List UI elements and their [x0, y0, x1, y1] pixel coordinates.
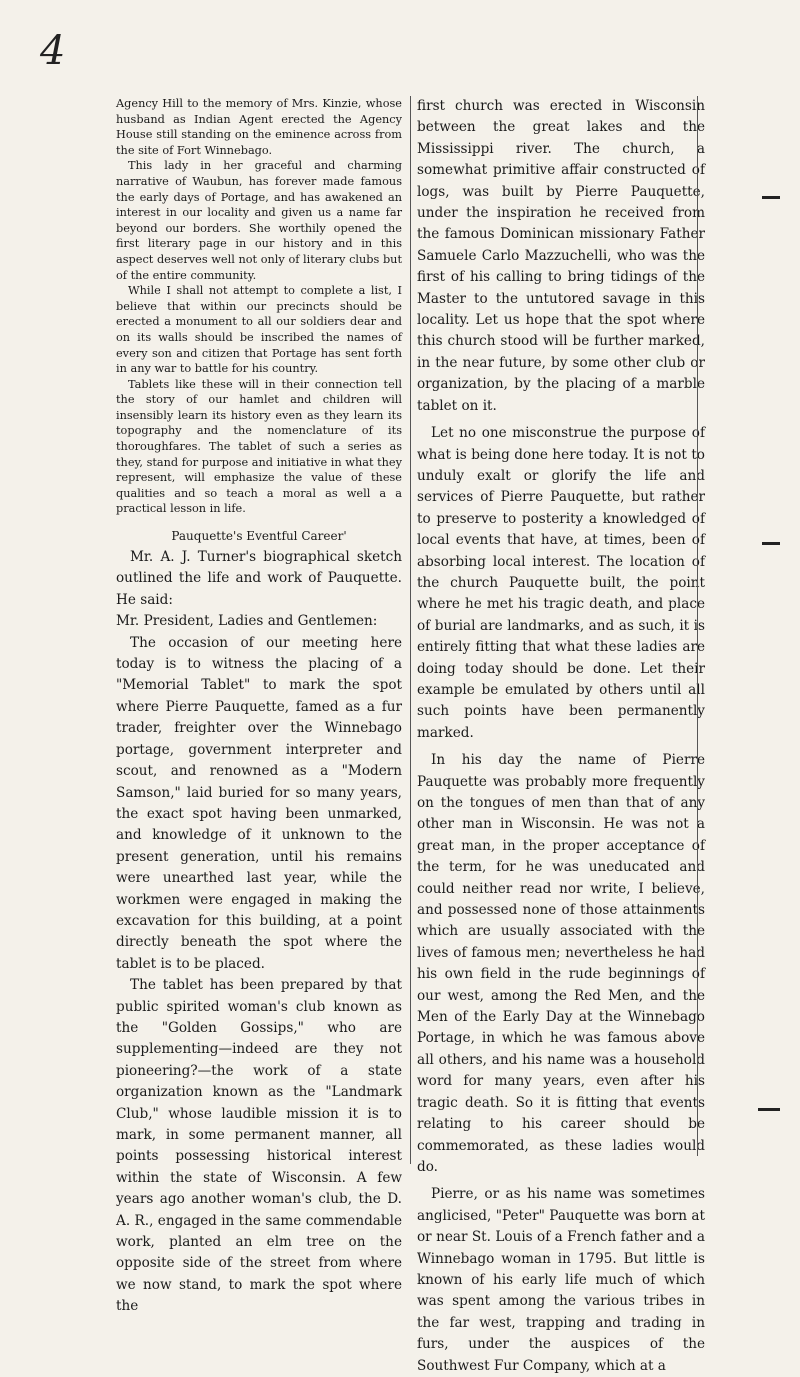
margin-mark: [758, 1108, 780, 1111]
paragraph: Pierre, or as his name was sometimes anglicised, "Peter" Pauquette was born at or near St. Louis of a French father and a Winnebago woman in 1795. But little is known of his early life much of which was spent among the various tribes in the far west, trapping and trading in furs, under the auspices of the Southwest Fur Company, which at a: [417, 1186, 705, 1374]
page-number: 4: [40, 28, 66, 74]
margin-mark: [762, 196, 780, 199]
right-column: [410, 96, 705, 1374]
left-column: [116, 96, 402, 1315]
paragraph: The tablet has been prepared by that public spirited woman's club known as the "Golden Gossips," who are supplementing—indeed are they not pioneering?—the work of a state organization known as the "Landmark Club," whose laudible mission it is to mark, in some permanent manner, all points possessing historical interest within the state of Wisconsin. A few years ago another woman's club, the D. A. R., engaged in the same commendable work, planted an elm tree on the opposite side of the street from where we now stand, to mark the spot where the: [116, 977, 402, 1315]
paragraph: Tablets like these will in their connection tell the story of our hamlet and children will insensibly learn its history even as they learn its topography and the nomenclature of its thoroughfares. The tablet of such a series as they, stand for purpose and initiative in what they represent, will emphasize the value of these qualities and so teach a moral as well a a practical lesson in life.: [116, 377, 402, 516]
column-rule: [697, 96, 698, 1156]
section-heading: Pauquette's Eventful Career': [171, 529, 347, 544]
margin-mark: [762, 542, 780, 545]
paragraph: Agency Hill to the memory of Mrs. Kinzie, whose husband as Indian Agent erected the Agency House still standing on the eminence across from the site of Fort Winnebago.: [116, 97, 402, 157]
paragraph: Mr. A. J. Turner's biographical sketch outlined the life and work of Pauquette. He said:: [116, 549, 402, 608]
paragraph: Let no one misconstrue the purpose of what is being done here today. It is not to unduly exalt or glorify the life and services of Pierre Pauquette, but rather to preserve to posterity a knowledged of local events that have, at times, been of absorbing local interest. The location of the church Pauquette built, the point where he met his tragic death, and place of burial are landmarks, and as such, it is entirely fitting that what these ladies are doing today should be done. Let their example be emulated by others until all such points have been permanently marked.: [417, 425, 705, 741]
paragraph: The occasion of our meeting here today is to witness the placing of a "Memorial Tablet" to mark the spot where Pierre Pauquette, famed as a fur trader, freighter over the Winnebago portage, government interpreter and scout, and renowned as a "Modern Samson," laid buried for so many years, the exact spot having been unmarked, and knowledge of it unknown to the present generation, until his remains were unearthed last year, while the workmen were engaged in making the excavation for this building, at a point directly beneath the spot where the tablet is to be placed.: [116, 634, 402, 972]
paragraph: While I shall not attempt to complete a list, I believe that within our precincts should be erected a monument to all our soldiers dear and on its walls should be inscribed the names of every son and citizen that Portage has sent forth in any war to battle for his country.: [116, 284, 402, 376]
salutation: Mr. President, Ladies and Gentlemen:: [116, 613, 378, 630]
paragraph: In his day the name of Pierre Pauquette was probably more frequently on the tongues of men than that of any other man in Wisconsin. He was not a great man, in the proper acceptance of the term, for he was uneducated and could neither read nor write, I believe, and possessed none of those attainments which are usually associated with the lives of famous men; nevertheless he had his own field in the rude beginnings of our west, among the Red Men, and the Men of the Early Day at the Winnebago Portage, in which he was famous above all others, and his name was a household word for many years, even after his tragic death. So it is fitting that events relating to his career should be commemorated, as these ladies would do.: [417, 752, 705, 1175]
paragraph: This lady in her graceful and charming narrative of Waubun, has forever made famous the early days of Portage, and has awakened an interest in our locality and given us a name far beyond our borders. She worthily opened the first literary page in our history and in this aspect deserves well not only of literary clubs but of the entire community.: [116, 159, 402, 282]
left-small-text: [116, 96, 402, 517]
left-big-text: [116, 547, 402, 1318]
paragraph: first church was erected in Wisconsin between the great lakes and the Mississippi river. The church, a somewhat primitive affair constructed of logs, was built by Pierre Pauquette, under the inspiration he received from the famous Dominican missionary Father Samuele Carlo Mazzuchelli, who was the first of his calling to bring tidings of the Master to the untutored savage in this locality. Let us hope that the spot where this church stood will be further marked, in the near future, by some other club or organization, by the placing of a marble tablet on it.: [417, 98, 705, 414]
